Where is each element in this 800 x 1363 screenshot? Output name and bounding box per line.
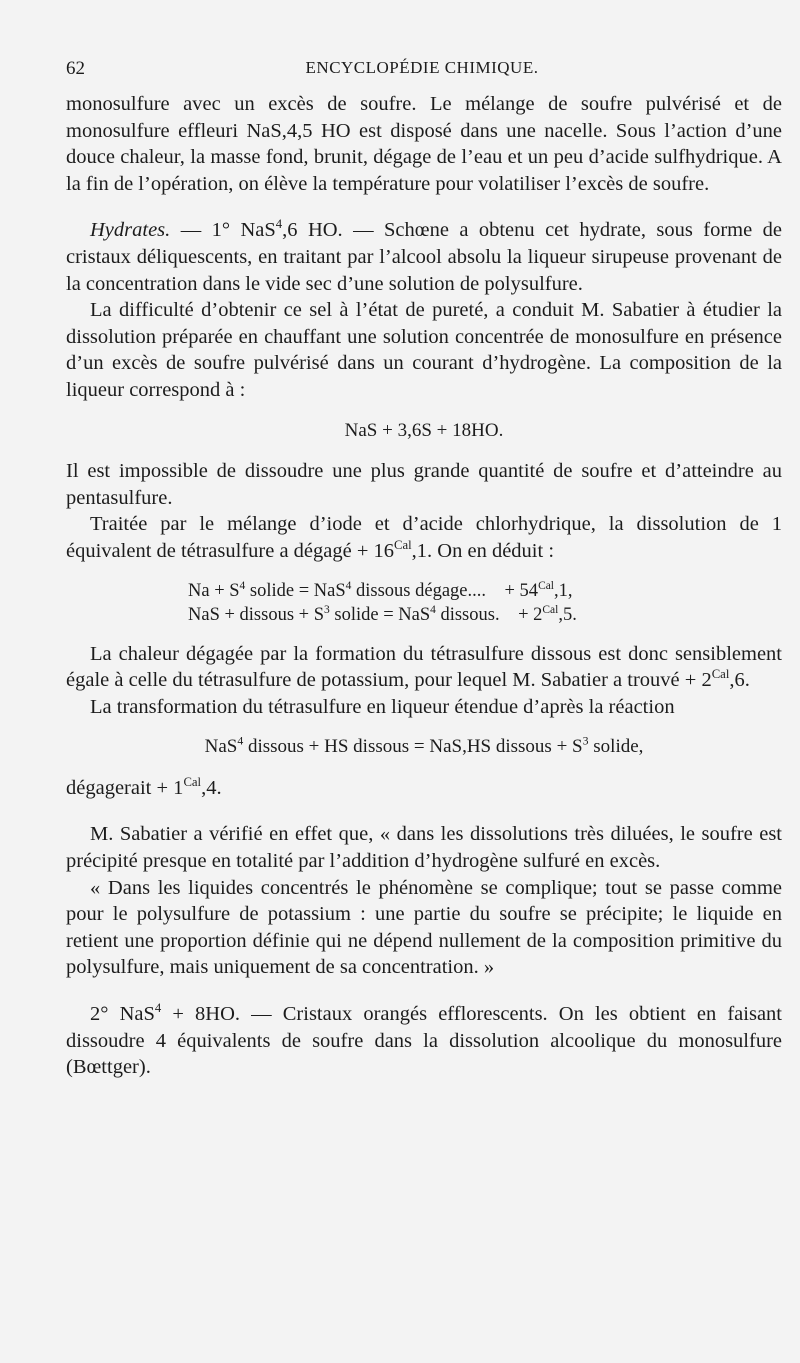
section-heading: Hydrates. bbox=[90, 219, 171, 242]
eq-sup: 3 bbox=[582, 734, 589, 748]
eq-sup: 4 bbox=[345, 579, 352, 592]
formula-inline: 2° NaS bbox=[90, 1003, 155, 1026]
paragraph-text: Traitée par le mélange d’iode et d’acide chlorhydrique, la dissolution de 1 équivalent de tétrasulfure a dégagé + 16 bbox=[66, 513, 782, 562]
equation-line bbox=[188, 603, 782, 627]
eq-part: dissous dégage.... + 54 bbox=[351, 580, 539, 601]
eq-part: solide, bbox=[588, 736, 644, 758]
unit-sup: Cal bbox=[711, 667, 730, 682]
paragraph: monosulfure avec un excès de soufre. Le mélange de soufre pulvérisé et de monosulfure effleuri NaS,4,5 HO est disposé dans une nacelle. Sous l’action d’une douce chaleur, la masse fond, brunit, dégage de l’eau et un peu d’acide sulfhydrique. A la fin de l’opération, on élève la température pour volatiliser l’excès de soufre. bbox=[66, 93, 782, 195]
eq-sup: 4 bbox=[239, 579, 246, 592]
paragraph bbox=[66, 641, 782, 694]
paragraph: La transformation du tétrasulfure en liqueur étendue d’après la réaction bbox=[90, 695, 675, 718]
running-header bbox=[66, 58, 778, 84]
paragraph-text: La chaleur dégagée par la formation du tétrasulfure dissous est donc sensiblement égale à celle du tétrasulfure de potassium, pour lequel M. Sabatier a trouvé + 2 bbox=[66, 642, 782, 692]
unit-sup: Cal bbox=[538, 579, 554, 592]
paragraph-text: ,1. On en déduit : bbox=[411, 539, 555, 562]
eq-sup: 4 bbox=[430, 603, 436, 616]
eq-part: solide = NaS bbox=[245, 580, 346, 601]
paragraph-text: — Schœne a obtenu cet hydrate, sous forme de cristaux déliquescents, en traitant par l’alcool absolu la liqueur sirupeuse provenant de la concentration dans le vide sec d’une solution de polysulfure. bbox=[66, 219, 782, 295]
paragraph bbox=[66, 511, 782, 564]
formula-inline: ,6 HO. bbox=[282, 219, 343, 242]
eq-sup: 3 bbox=[324, 603, 330, 616]
eq-part: Na + S bbox=[188, 580, 240, 601]
equation-block bbox=[188, 579, 782, 627]
paragraph-text: — Cristaux orangés efflorescents. On les obtient en faisant dissoudre 4 équivalents de soufre dans la dissolution alcoolique du monosulfure (Bœttger). bbox=[66, 1003, 782, 1079]
paragraph: La difficulté d’obtenir ce sel à l’état de pureté, a conduit M. Sabatier à étudier la dissolution préparée en chauffant une solution concentrée de monosulfure en présence d’un excès de soufre pulvérisé dans un courant d’hydrogène. La composition de la liqueur correspond à : bbox=[66, 299, 782, 401]
paragraph: M. Sabatier a vérifié en effet que, « dans les dissolutions très diluées, le soufre est précipité presque en totalité par l’addition d’hydrogène sulfuré en excès. bbox=[66, 823, 782, 873]
formula-sup: 4 bbox=[275, 217, 283, 232]
paragraph-text: ,4. bbox=[201, 776, 222, 799]
eq-sup: 4 bbox=[237, 734, 244, 748]
paragraph: « Dans les liquides concentrés le phénomène se complique; tout se passe comme pour le polysulfure de potassium : une partie du soufre se précipite; le liquide en retient une proportion définie qui ne dépend nullement de la composition primitive du polysulfure, mais uniquement de sa concentration. » bbox=[66, 876, 782, 979]
body-text bbox=[66, 91, 782, 1081]
unit-sup: Cal bbox=[394, 538, 412, 553]
eq-part: NaS + dissous + S bbox=[188, 604, 325, 625]
paragraph bbox=[66, 1001, 782, 1081]
page-number: 62 bbox=[66, 58, 85, 79]
eq-part: NaS bbox=[204, 736, 238, 758]
paragraph: Il est impossible de dissoudre une plus grande quantité de soufre et d’atteindre au pentasulfure. bbox=[66, 460, 782, 509]
formula-inline: + 8HO. bbox=[161, 1003, 241, 1026]
formula-block bbox=[66, 734, 782, 761]
unit-sup: Cal bbox=[183, 775, 202, 790]
eq-part: ,1, bbox=[554, 580, 573, 601]
unit-sup: Cal bbox=[542, 603, 559, 616]
formula-sup: 4 bbox=[154, 1001, 162, 1016]
paragraph-hydrates bbox=[66, 217, 782, 297]
eq-part: solide = NaS bbox=[329, 604, 431, 625]
formula-inline: — 1° NaS bbox=[170, 219, 276, 242]
eq-part: dissous. + 2 bbox=[435, 604, 543, 625]
equation-line bbox=[188, 579, 782, 603]
paragraph bbox=[66, 775, 782, 802]
running-title: ENCYCLOPÉDIE CHIMIQUE. bbox=[305, 58, 539, 77]
paragraph-text: ,6. bbox=[729, 669, 750, 692]
formula-block: NaS + 3,6S + 18HO. bbox=[344, 419, 504, 441]
eq-part: dissous + HS dissous = NaS,HS dissous + S bbox=[243, 736, 583, 758]
paragraph-text: dégagerait + 1 bbox=[66, 776, 184, 799]
eq-part: ,5. bbox=[558, 604, 577, 625]
